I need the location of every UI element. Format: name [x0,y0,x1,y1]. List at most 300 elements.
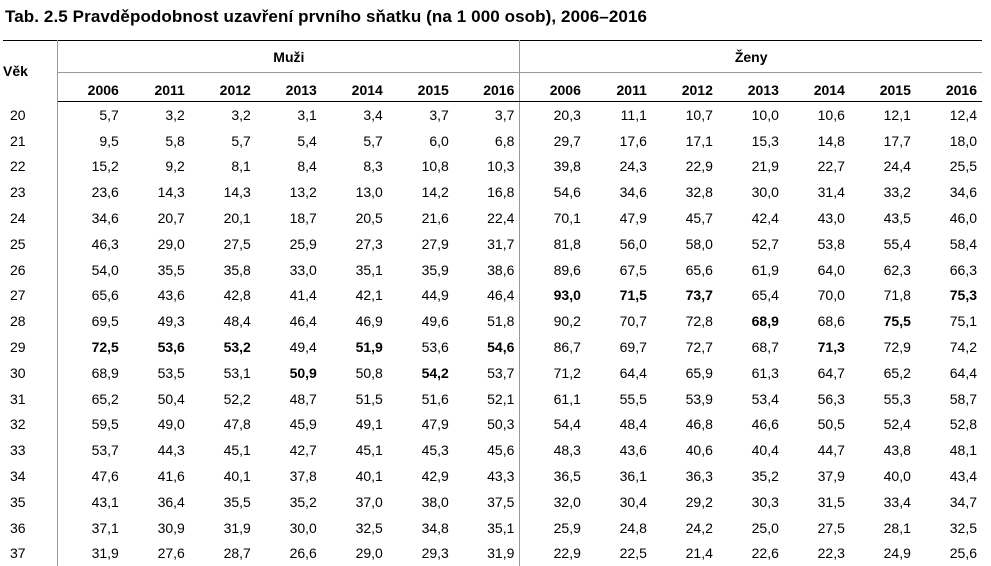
men-value-cell: 42,7 [256,437,322,463]
men-value-cell: 40,1 [322,463,388,489]
women-value-cell: 58,4 [916,231,982,257]
table-row [3,541,982,566]
women-value-cell: 17,6 [586,128,652,154]
women-value-cell: 43,8 [850,437,916,463]
women-value-cell: 29,7 [520,128,586,154]
men-value-cell: 47,9 [388,412,454,438]
women-value-cell: 22,7 [784,154,850,180]
men-value-cell: 5,4 [256,128,322,154]
women-value-cell: 61,3 [718,360,784,386]
men-value-cell: 41,6 [124,463,190,489]
men-value-cell: 46,3 [58,231,124,257]
women-value-cell: 44,7 [784,437,850,463]
men-value-cell: 36,4 [124,489,190,515]
men-value-cell: 53,6 [124,334,190,360]
women-value-cell: 64,7 [784,360,850,386]
women-value-cell: 48,3 [520,437,586,463]
women-value-cell: 24,8 [586,515,652,541]
women-value-cell: 71,3 [784,334,850,360]
women-value-cell: 40,6 [652,437,718,463]
men-value-cell: 44,3 [124,437,190,463]
age-cell: 33 [3,437,58,463]
women-value-cell: 70,0 [784,283,850,309]
marriage-probability-table [3,40,982,566]
women-value-cell: 17,1 [652,128,718,154]
men-value-cell: 51,6 [388,386,454,412]
age-cell: 26 [3,257,58,283]
women-value-cell: 33,4 [850,489,916,515]
men-value-cell: 43,3 [454,463,520,489]
age-cell: 37 [3,541,58,566]
women-value-cell: 24,9 [850,541,916,566]
women-value-cell: 15,3 [718,128,784,154]
men-value-cell: 34,8 [388,515,454,541]
women-value-cell: 46,0 [916,205,982,231]
men-value-cell: 53,7 [454,360,520,386]
women-value-cell: 34,7 [916,489,982,515]
women-value-cell: 25,6 [916,541,982,566]
age-cell: 35 [3,489,58,515]
men-value-cell: 45,9 [256,412,322,438]
men-value-cell: 26,6 [256,541,322,566]
table-row [3,437,982,463]
men-value-cell: 9,5 [58,128,124,154]
age-cell: 23 [3,179,58,205]
men-value-cell: 28,7 [190,541,256,566]
men-value-cell: 34,6 [58,205,124,231]
women-value-cell: 31,5 [784,489,850,515]
women-year-header: 2011 [586,73,652,102]
men-value-cell: 5,7 [322,128,388,154]
women-value-cell: 22,6 [718,541,784,566]
women-year-header: 2016 [916,73,982,102]
men-value-cell: 25,9 [256,231,322,257]
women-value-cell: 52,4 [850,412,916,438]
women-value-cell: 42,4 [718,205,784,231]
women-value-cell: 55,5 [586,386,652,412]
men-value-cell: 18,7 [256,205,322,231]
age-cell: 27 [3,283,58,309]
women-value-cell: 65,6 [652,257,718,283]
men-value-cell: 43,6 [124,283,190,309]
women-value-cell: 21,9 [718,154,784,180]
women-value-cell: 24,4 [850,154,916,180]
women-value-cell: 33,2 [850,179,916,205]
men-value-cell: 9,2 [124,154,190,180]
men-value-cell: 46,9 [322,308,388,334]
men-value-cell: 31,9 [58,541,124,566]
men-value-cell: 14,2 [388,179,454,205]
women-value-cell: 21,4 [652,541,718,566]
table-row [3,515,982,541]
men-year-header: 2012 [190,73,256,102]
men-value-cell: 49,4 [256,334,322,360]
women-value-cell: 71,2 [520,360,586,386]
age-cell: 20 [3,102,58,128]
women-value-cell: 64,0 [784,257,850,283]
men-value-cell: 51,8 [454,308,520,334]
women-value-cell: 69,7 [586,334,652,360]
men-value-cell: 35,1 [322,257,388,283]
age-cell: 32 [3,412,58,438]
men-value-cell: 8,4 [256,154,322,180]
men-value-cell: 3,2 [124,102,190,128]
table-row [3,154,982,180]
men-value-cell: 14,3 [190,179,256,205]
women-value-cell: 64,4 [586,360,652,386]
men-value-cell: 59,5 [58,412,124,438]
men-value-cell: 44,9 [388,283,454,309]
men-value-cell: 54,0 [58,257,124,283]
women-value-cell: 68,7 [718,334,784,360]
women-value-cell: 68,9 [718,308,784,334]
men-value-cell: 50,4 [124,386,190,412]
women-value-cell: 35,2 [718,463,784,489]
table-row [3,308,982,334]
age-cell: 24 [3,205,58,231]
women-value-cell: 81,8 [520,231,586,257]
table-row [3,386,982,412]
men-value-cell: 6,0 [388,128,454,154]
women-value-cell: 32,8 [652,179,718,205]
table-row [3,360,982,386]
men-year-header: 2016 [454,73,520,102]
men-value-cell: 20,7 [124,205,190,231]
women-value-cell: 36,5 [520,463,586,489]
men-value-cell: 48,4 [190,308,256,334]
women-value-cell: 75,5 [850,308,916,334]
men-value-cell: 33,0 [256,257,322,283]
men-value-cell: 53,7 [58,437,124,463]
table-header [3,41,982,102]
men-value-cell: 27,9 [388,231,454,257]
women-value-cell: 12,4 [916,102,982,128]
women-value-cell: 93,0 [520,283,586,309]
table-row [3,179,982,205]
women-value-cell: 73,7 [652,283,718,309]
men-group-header: Muži [58,41,520,73]
women-value-cell: 32,0 [520,489,586,515]
men-value-cell: 13,2 [256,179,322,205]
table-row [3,257,982,283]
women-value-cell: 65,4 [718,283,784,309]
men-value-cell: 29,0 [322,541,388,566]
women-value-cell: 25,5 [916,154,982,180]
women-value-cell: 55,4 [850,231,916,257]
men-value-cell: 72,5 [58,334,124,360]
men-value-cell: 53,2 [190,334,256,360]
men-value-cell: 38,0 [388,489,454,515]
women-value-cell: 55,3 [850,386,916,412]
women-value-cell: 58,0 [652,231,718,257]
men-value-cell: 16,8 [454,179,520,205]
women-value-cell: 86,7 [520,334,586,360]
women-value-cell: 40,0 [850,463,916,489]
men-value-cell: 5,7 [190,128,256,154]
men-value-cell: 49,0 [124,412,190,438]
men-value-cell: 35,5 [190,489,256,515]
women-value-cell: 30,4 [586,489,652,515]
men-value-cell: 45,6 [454,437,520,463]
header-row-groups [3,41,982,73]
men-value-cell: 35,9 [388,257,454,283]
men-value-cell: 5,7 [58,102,124,128]
women-value-cell: 36,3 [652,463,718,489]
table-body [3,102,982,566]
table-row [3,231,982,257]
women-value-cell: 61,9 [718,257,784,283]
age-cell: 30 [3,360,58,386]
men-value-cell: 8,1 [190,154,256,180]
men-value-cell: 31,7 [454,231,520,257]
women-value-cell: 48,1 [916,437,982,463]
table-title: Tab. 2.5 Pravděpodobnost uzavření prvního sňatku (na 1 000 osob), 2006–2016 [5,7,647,27]
women-value-cell: 43,5 [850,205,916,231]
men-value-cell: 3,7 [454,102,520,128]
table-row [3,102,982,128]
women-value-cell: 74,2 [916,334,982,360]
men-year-header: 2006 [58,73,124,102]
men-value-cell: 8,3 [322,154,388,180]
men-value-cell: 3,4 [322,102,388,128]
women-value-cell: 24,3 [586,154,652,180]
men-value-cell: 27,5 [190,231,256,257]
women-value-cell: 71,5 [586,283,652,309]
women-value-cell: 37,9 [784,463,850,489]
men-value-cell: 46,4 [256,308,322,334]
men-value-cell: 45,1 [322,437,388,463]
women-value-cell: 30,3 [718,489,784,515]
table-row [3,489,982,515]
men-value-cell: 30,0 [256,515,322,541]
age-cell: 25 [3,231,58,257]
women-value-cell: 39,8 [520,154,586,180]
women-value-cell: 29,2 [652,489,718,515]
women-value-cell: 14,8 [784,128,850,154]
women-year-header: 2013 [718,73,784,102]
men-value-cell: 48,7 [256,386,322,412]
men-value-cell: 42,1 [322,283,388,309]
women-value-cell: 46,6 [718,412,784,438]
women-value-cell: 30,0 [718,179,784,205]
women-year-header: 2006 [520,73,586,102]
men-value-cell: 42,8 [190,283,256,309]
men-value-cell: 53,5 [124,360,190,386]
table-row [3,128,982,154]
men-value-cell: 3,1 [256,102,322,128]
women-value-cell: 45,7 [652,205,718,231]
men-value-cell: 51,9 [322,334,388,360]
men-value-cell: 23,6 [58,179,124,205]
women-value-cell: 32,5 [916,515,982,541]
women-value-cell: 43,4 [916,463,982,489]
men-value-cell: 32,5 [322,515,388,541]
table-row [3,463,982,489]
men-value-cell: 20,1 [190,205,256,231]
women-value-cell: 11,1 [586,102,652,128]
women-value-cell: 58,7 [916,386,982,412]
women-value-cell: 34,6 [586,179,652,205]
men-value-cell: 27,6 [124,541,190,566]
men-value-cell: 43,1 [58,489,124,515]
men-year-header: 2013 [256,73,322,102]
women-value-cell: 61,1 [520,386,586,412]
women-value-cell: 54,4 [520,412,586,438]
men-value-cell: 65,6 [58,283,124,309]
men-value-cell: 45,3 [388,437,454,463]
age-cell: 21 [3,128,58,154]
women-value-cell: 43,6 [586,437,652,463]
women-value-cell: 43,0 [784,205,850,231]
men-value-cell: 46,4 [454,283,520,309]
age-cell: 31 [3,386,58,412]
women-value-cell: 52,8 [916,412,982,438]
table-row [3,334,982,360]
men-value-cell: 50,8 [322,360,388,386]
men-value-cell: 35,2 [256,489,322,515]
men-value-cell: 5,8 [124,128,190,154]
women-value-cell: 70,7 [586,308,652,334]
men-value-cell: 37,0 [322,489,388,515]
women-value-cell: 75,3 [916,283,982,309]
women-value-cell: 53,9 [652,386,718,412]
men-value-cell: 52,1 [454,386,520,412]
women-value-cell: 54,6 [520,179,586,205]
men-value-cell: 50,3 [454,412,520,438]
women-year-header: 2012 [652,73,718,102]
men-value-cell: 37,8 [256,463,322,489]
women-value-cell: 75,1 [916,308,982,334]
men-value-cell: 6,8 [454,128,520,154]
women-value-cell: 52,7 [718,231,784,257]
men-value-cell: 29,3 [388,541,454,566]
women-value-cell: 10,6 [784,102,850,128]
men-year-header: 2011 [124,73,190,102]
men-value-cell: 51,5 [322,386,388,412]
men-value-cell: 35,5 [124,257,190,283]
women-value-cell: 31,4 [784,179,850,205]
women-value-cell: 34,6 [916,179,982,205]
men-value-cell: 54,6 [454,334,520,360]
men-value-cell: 50,9 [256,360,322,386]
women-value-cell: 48,4 [586,412,652,438]
men-value-cell: 35,8 [190,257,256,283]
women-value-cell: 62,3 [850,257,916,283]
women-value-cell: 72,7 [652,334,718,360]
men-value-cell: 52,2 [190,386,256,412]
men-value-cell: 37,5 [454,489,520,515]
header-row-years [3,73,982,102]
men-value-cell: 45,1 [190,437,256,463]
men-value-cell: 49,6 [388,308,454,334]
women-value-cell: 46,8 [652,412,718,438]
women-value-cell: 50,5 [784,412,850,438]
women-value-cell: 47,9 [586,205,652,231]
men-value-cell: 38,6 [454,257,520,283]
men-value-cell: 13,0 [322,179,388,205]
women-value-cell: 36,1 [586,463,652,489]
men-value-cell: 31,9 [190,515,256,541]
table-row [3,205,982,231]
women-value-cell: 89,6 [520,257,586,283]
men-value-cell: 22,4 [454,205,520,231]
women-value-cell: 27,5 [784,515,850,541]
women-value-cell: 18,0 [916,128,982,154]
men-value-cell: 3,7 [388,102,454,128]
men-value-cell: 49,3 [124,308,190,334]
women-value-cell: 68,6 [784,308,850,334]
women-value-cell: 56,3 [784,386,850,412]
women-value-cell: 22,9 [520,541,586,566]
women-value-cell: 65,2 [850,360,916,386]
women-value-cell: 40,4 [718,437,784,463]
women-value-cell: 12,1 [850,102,916,128]
men-value-cell: 15,2 [58,154,124,180]
men-value-cell: 42,9 [388,463,454,489]
women-group-header: Ženy [520,41,982,73]
age-cell: 22 [3,154,58,180]
men-year-header: 2014 [322,73,388,102]
men-value-cell: 41,4 [256,283,322,309]
men-value-cell: 69,5 [58,308,124,334]
men-value-cell: 68,9 [58,360,124,386]
men-year-header: 2015 [388,73,454,102]
women-value-cell: 10,7 [652,102,718,128]
men-value-cell: 30,9 [124,515,190,541]
women-value-cell: 22,5 [586,541,652,566]
men-value-cell: 20,5 [322,205,388,231]
table-row [3,283,982,309]
women-value-cell: 25,9 [520,515,586,541]
age-cell: 34 [3,463,58,489]
women-value-cell: 67,5 [586,257,652,283]
women-year-header: 2015 [850,73,916,102]
women-value-cell: 71,8 [850,283,916,309]
men-value-cell: 27,3 [322,231,388,257]
women-value-cell: 72,8 [652,308,718,334]
men-value-cell: 47,6 [58,463,124,489]
women-value-cell: 65,9 [652,360,718,386]
women-value-cell: 53,8 [784,231,850,257]
men-value-cell: 3,2 [190,102,256,128]
age-column-header: Věk [3,41,58,102]
women-value-cell: 66,3 [916,257,982,283]
women-value-cell: 22,9 [652,154,718,180]
women-value-cell: 17,7 [850,128,916,154]
women-value-cell: 25,0 [718,515,784,541]
men-value-cell: 10,8 [388,154,454,180]
women-value-cell: 70,1 [520,205,586,231]
women-value-cell: 72,9 [850,334,916,360]
men-value-cell: 53,1 [190,360,256,386]
women-value-cell: 53,4 [718,386,784,412]
women-value-cell: 64,4 [916,360,982,386]
age-cell: 29 [3,334,58,360]
women-value-cell: 90,2 [520,308,586,334]
age-cell: 28 [3,308,58,334]
age-cell: 36 [3,515,58,541]
men-value-cell: 53,6 [388,334,454,360]
men-value-cell: 29,0 [124,231,190,257]
men-value-cell: 21,6 [388,205,454,231]
women-value-cell: 22,3 [784,541,850,566]
table-row [3,412,982,438]
women-value-cell: 28,1 [850,515,916,541]
men-value-cell: 49,1 [322,412,388,438]
men-value-cell: 54,2 [388,360,454,386]
women-value-cell: 20,3 [520,102,586,128]
men-value-cell: 47,8 [190,412,256,438]
